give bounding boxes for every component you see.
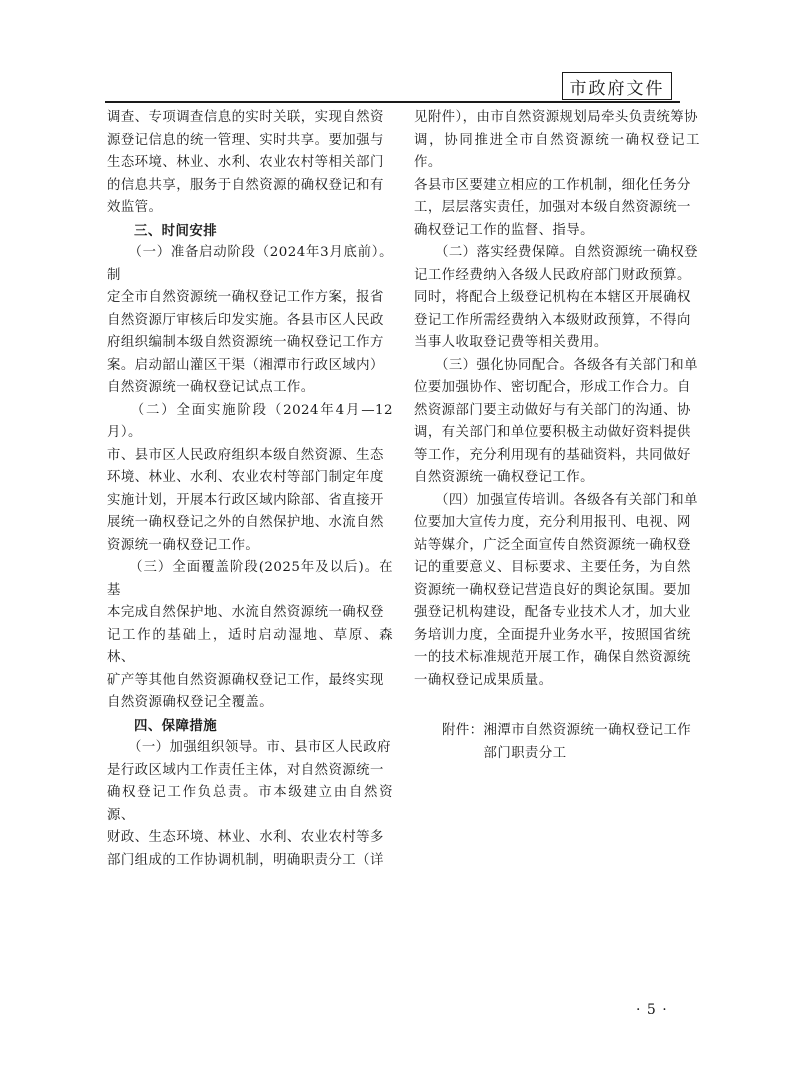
paragraph: 调查、专项调查信息的实时关联，实现自然资 源登记信息的统一管理、实时共享。要加强与 生态环境、林业、水利、农业农村等相关部门 的信息共享，服务于自然资源的确权登记和有 效监管。 [107,110,384,215]
page-number: · 5 · [636,1002,668,1018]
paragraph: （二）落实经费保障。自然资源统一确权登 记工作经费纳入各级人民政府部门财政预算。 同时，将配合上级登记机构在本辖区开展确权 登记工作所需经费纳入本级财政预算，不得向 当事人收取登记费等相关费用。 [414,245,698,350]
left-column [107,107,393,872]
paragraph: （一）准备启动阶段（2024年3月底前）。制 定全市自然资源统一确权登记工作方案，报省 自然资源厅审核后印发实施。各县市区人民政 府组织编制本级自然资源统一确权登记工作方 案。启动韶山灌区干渠（湘潭市行政区域内） 自然资源统一确权登记试点工作。 [107,245,393,395]
attachment-note: 附件：湘潭市自然资源统一确权登记工作 部门职责分工 [442,723,692,761]
paragraph: （一）加强组织领导。市、县市区人民政府 是行政区域内工作责任主体，对自然资源统一 确权登记工作负总责。市本级建立由自然资源、 财政、生态环境、林业、水利、农业农村等多 部门组成的工作协调机制，明确职责分工（详 [107,740,393,868]
section-heading: 三、时间安排 [134,222,218,239]
section-heading: 四、保障措施 [134,717,218,734]
header-rule [105,101,680,103]
paragraph: 见附件），由市自然资源规划局牵头负责统筹协 调，协同推进全市自然资源统一确权登记工作。 各县市区要建立相应的工作机制，细化任务分 工，层层落实责任，加强对本级自然资源统一 确权登记工作的监督、指导。 [414,110,700,238]
paragraph: （四）加强宣传培训。各级各有关部门和单 位要加大宣传力度，充分利用报刊、电视、网 站等媒介，广泛全面宣传自然资源统一确权登 记的重要意义、目标要求、主要任务，为自然 资源统一确权登记营造良好的舆论氛围。要加 强登记机构建设，配备专业技术人才，加大业 务培训力度，全面提升业务水平，按照国省统 一的技术标准规范开展工作，确保自然资源统 一确权登记成果质量。 [414,492,698,688]
paragraph: （二）全面实施阶段（2024年4月—12月）。 市、县市区人民政府组织本级自然资源、生态 环境、林业、水利、农业农村等部门制定年度 实施计划，开展本行政区域内除部、省直接开 展统一确权登记之外的自然保护地、水流自然 资源统一确权登记工作。 [107,402,393,553]
paragraph: （三）全面覆盖阶段(2025年及以后)。在基 本完成自然保护地、水流自然资源统一确权登 记工作的基础上，适时启动湿地、草原、森林、 矿产等其他自然资源确权登记工作，最终实现 自然资源确权登记全覆盖。 [107,560,393,710]
header-section-tag: 市政府文件 [562,72,672,100]
right-column [414,107,700,765]
paragraph: （三）强化协同配合。各级各有关部门和单 位要加强协作、密切配合，形成工作合力。自 然资源部门要主动做好与有关部门的沟通、协 调，有关部门和单位要积极主动做好资料提供 等工作，充分利用现有的基础资料，共同做好 自然资源统一确权登记工作。 [414,357,698,485]
